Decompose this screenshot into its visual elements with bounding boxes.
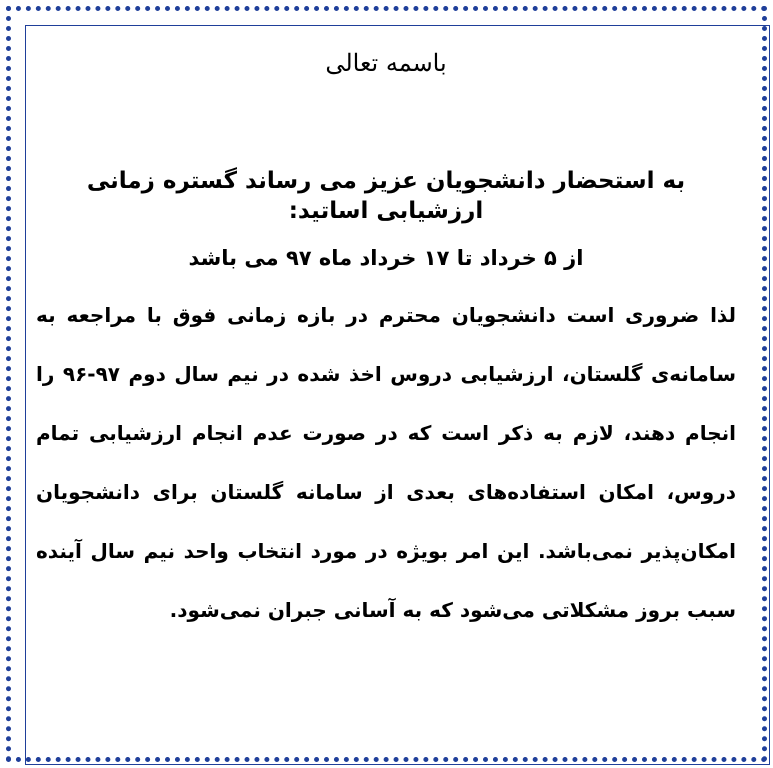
date-range-text: از ۵ خرداد تا ۱۷ خرداد ماه ۹۷ می باشد <box>188 245 584 270</box>
announcement-document <box>36 34 736 640</box>
body-paragraph: لذا ضروری است دانشجویان محترم در بازه زمانی فوق با مراجعه به سامانه‌ی گلستان، ارزشیابی دروس اخذ شده در نیم سال دوم ۹۷-۹۶ را انجام دهند، لازم به ذکر است که در صورت عدم انجام ارزشیابی تمام دروس، امکان استفاده‌های بعدی از سامانه گلستان برای دانشجویان امکان‌پذیر نمی‌باشد. این امر بویژه در مورد انتخاب واحد نیم سال آینده سبب بروز مشکلاتی می‌شود که به آسانی جبران نمی‌شود. <box>36 303 736 623</box>
announcement-title: به استحضار دانشجویان عزیز می رساند گستره زمانی ارزشیابی اساتید: <box>86 168 686 225</box>
document-heading: باسمه تعالی <box>325 49 447 77</box>
